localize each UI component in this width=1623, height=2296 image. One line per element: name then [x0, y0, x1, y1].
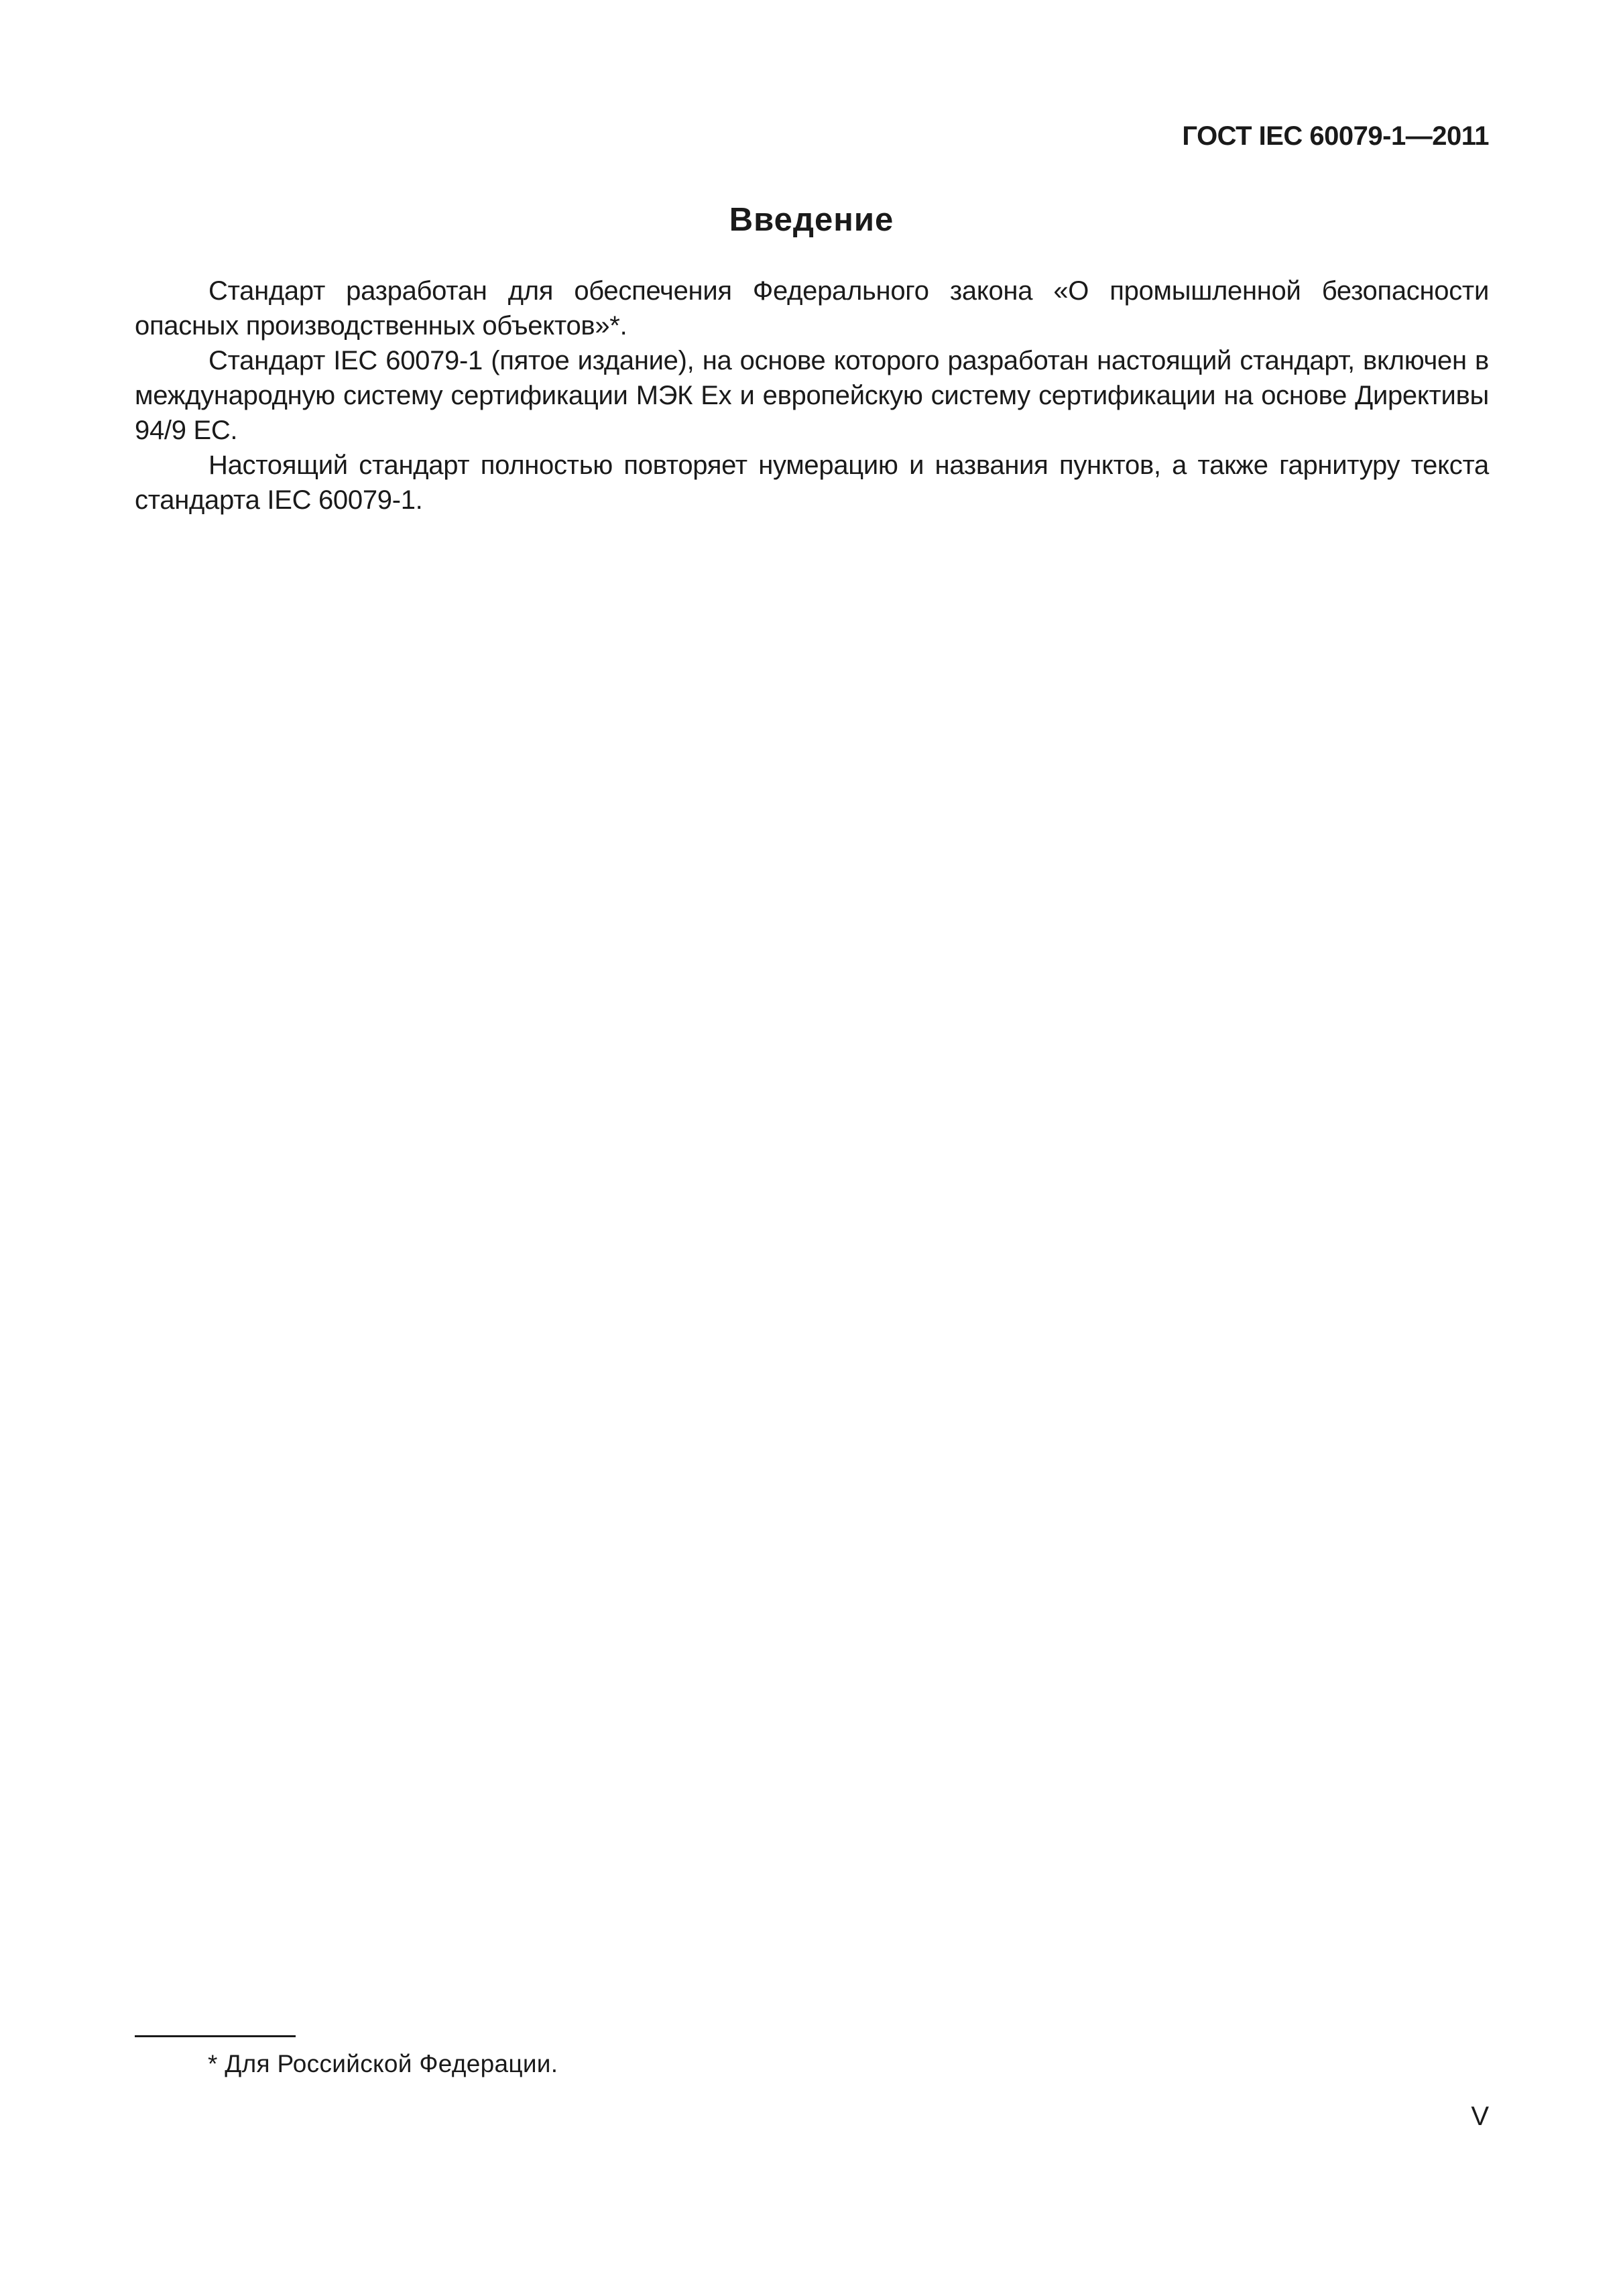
page-number: V [1471, 2102, 1489, 2131]
paragraph: Стандарт IEC 60079-1 (пятое издание), на основе которого разработан настоящий стандарт, включен в международную систему сертификации МЭК Ех и европейскую систему сертификации на основе Директивы 94/9 ЕС. [135, 346, 1489, 445]
body-text [135, 274, 1489, 518]
footnote-separator [135, 2035, 296, 2037]
paragraph: Настоящий стандарт полностью повторяет нумерацию и названия пунктов, а также гарнитуру текста стандарта IEC 60079-1. [135, 450, 1489, 515]
document-code-header: ГОСТ IEC 60079-1—2011 [1182, 121, 1489, 151]
section-title: Введение [729, 202, 894, 238]
paragraph: Стандарт разработан для обеспечения Федерального закона «О промышленной безопасности опасных производственных объектов»*. [135, 276, 1489, 341]
footnote: * Для Российской Федерации. [208, 2050, 558, 2077]
